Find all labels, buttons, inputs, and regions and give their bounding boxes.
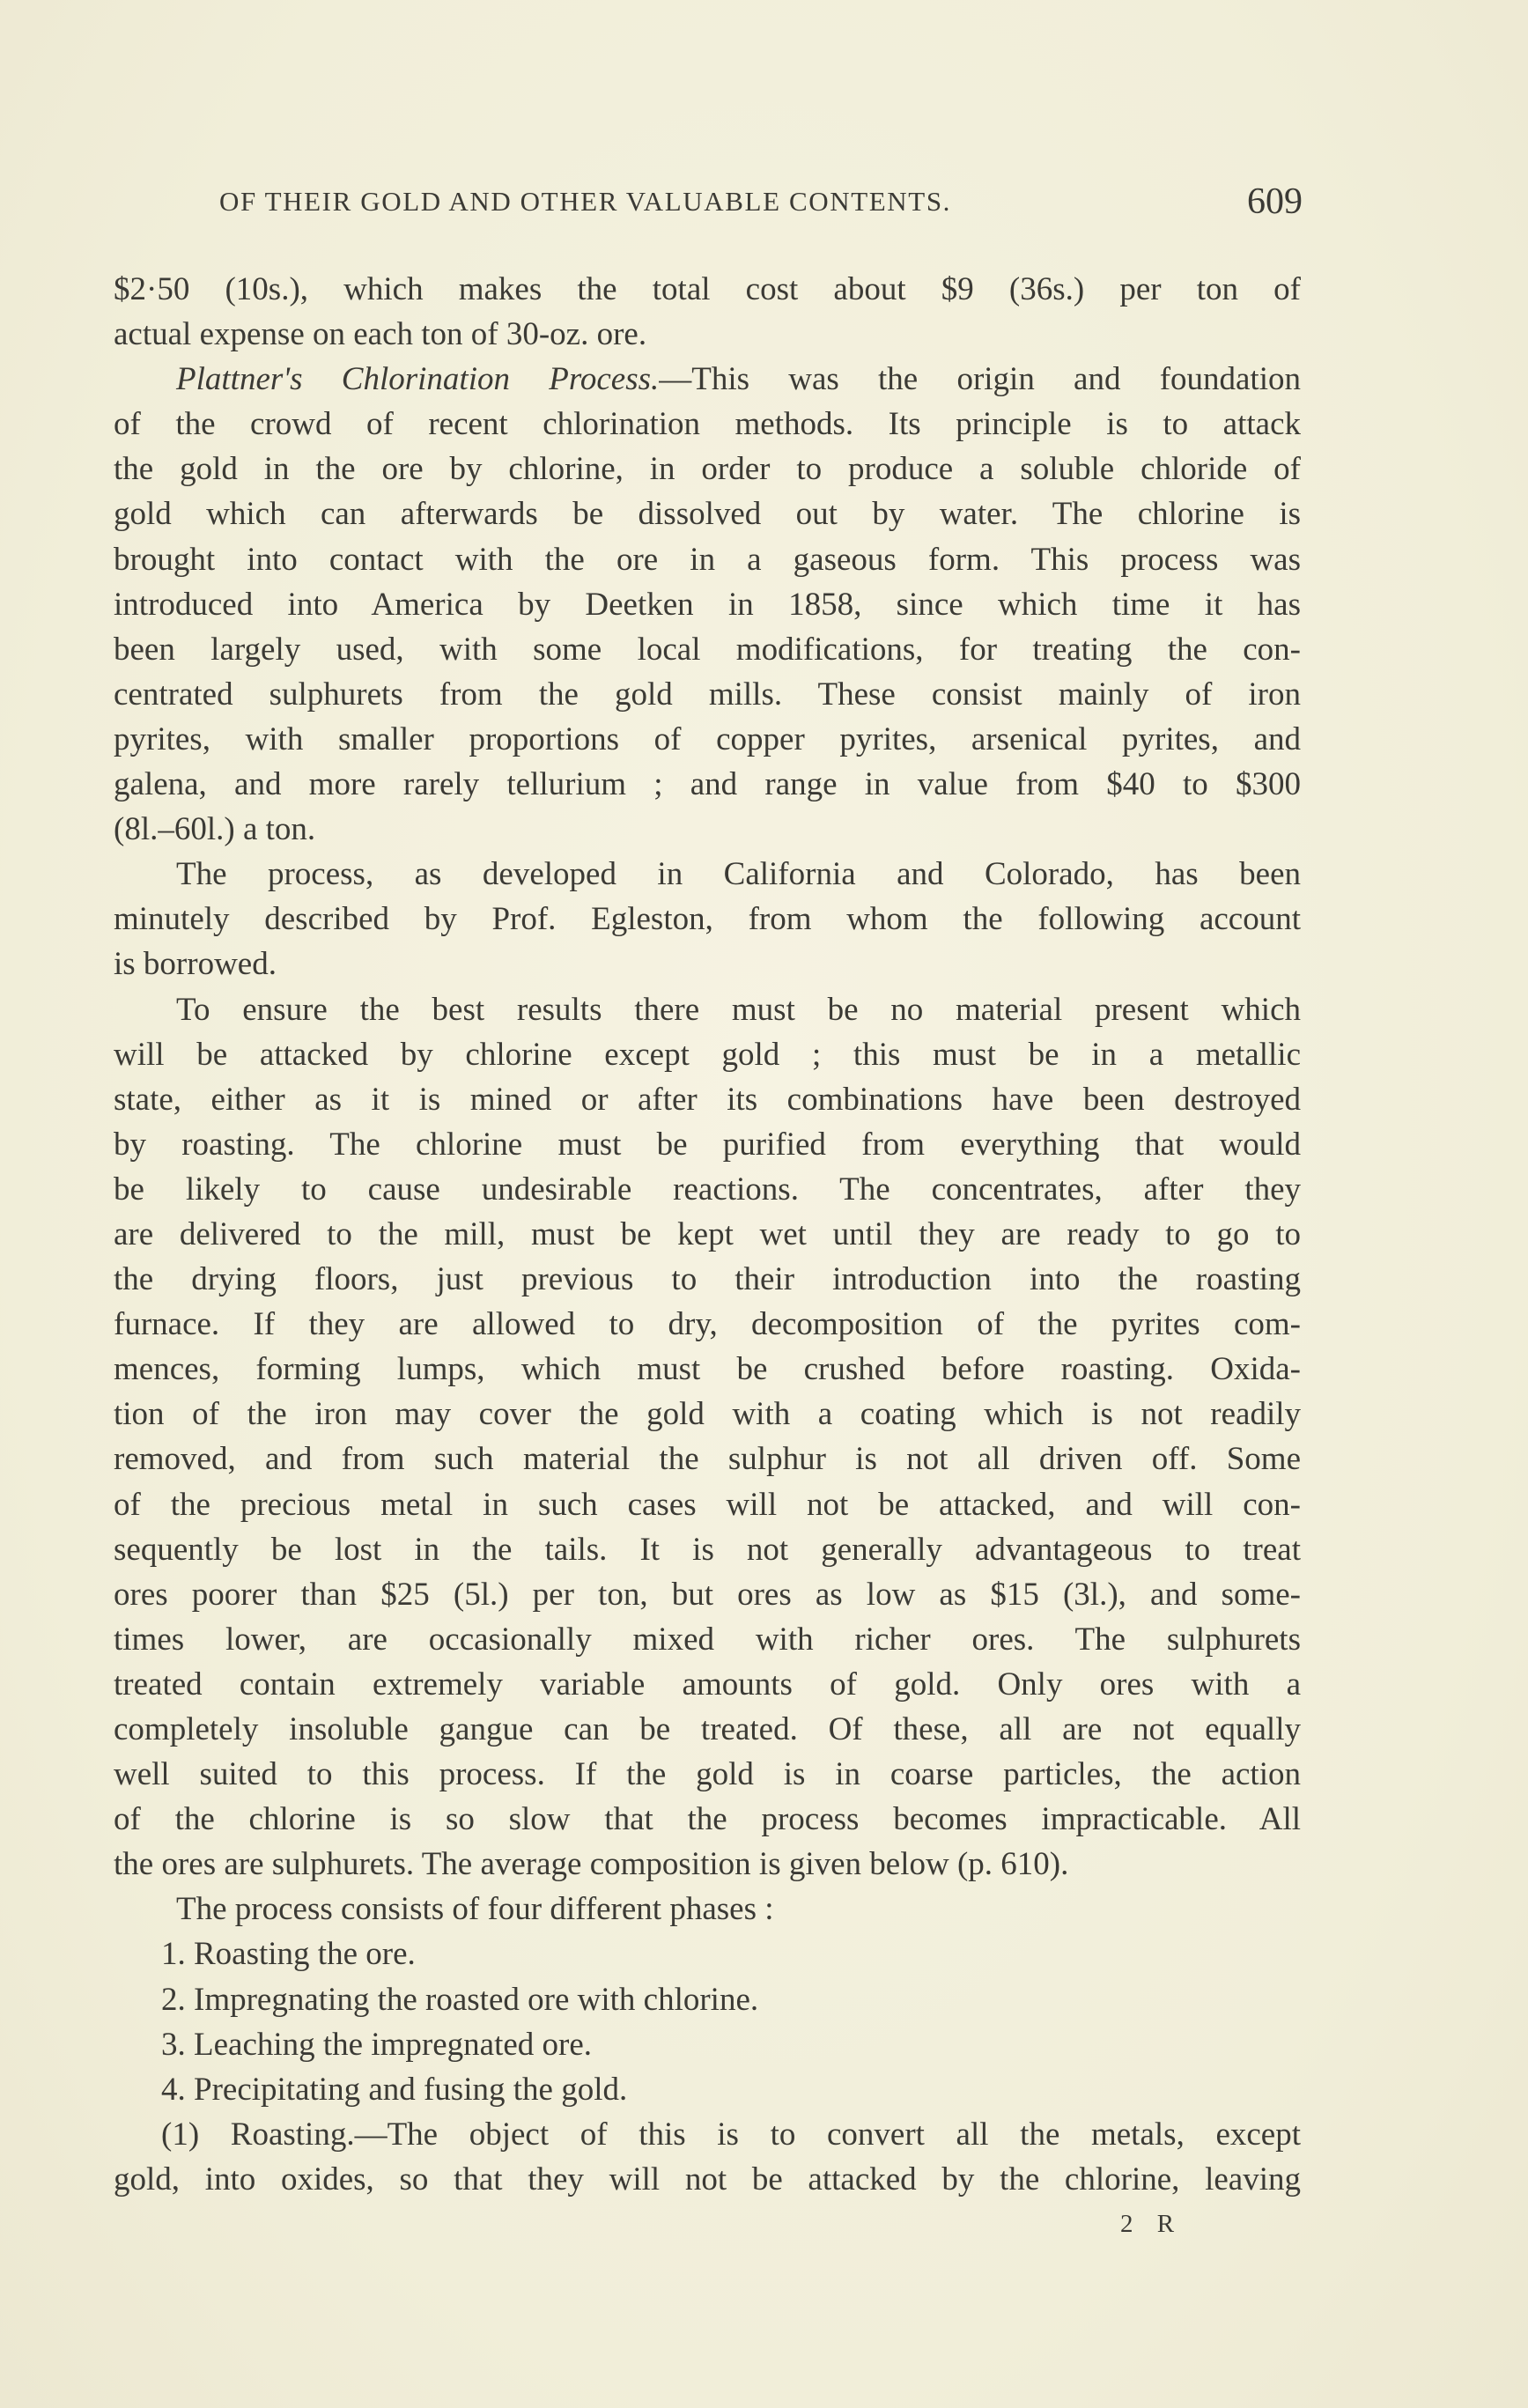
text-line <box>114 312 1301 357</box>
text-line-content: gold, into oxides, so that they will not be attacked by the chlorine, leaving <box>114 2161 1301 2197</box>
text-line <box>114 942 1301 986</box>
text-line <box>114 1122 1301 1167</box>
text-line <box>114 1527 1301 1572</box>
body-text <box>114 267 1301 2202</box>
text-line <box>114 1437 1301 1481</box>
text-line <box>114 357 1301 402</box>
text-line <box>114 402 1301 447</box>
text-line <box>114 267 1301 312</box>
text-line-content: 3. Leaching the impregnated ore. <box>161 2026 593 2063</box>
text-line <box>114 1077 1301 1122</box>
text-line <box>114 672 1301 717</box>
running-title: OF THEIR GOLD AND OTHER VALUABLE CONTENTS. <box>219 186 952 217</box>
text-line-content: ores poorer than $25 (5l.) per ton, but ores as low as $15 (3l.), and some- <box>114 1576 1301 1613</box>
signature-mark: 2 R <box>1120 2210 1184 2238</box>
text-line-content: —This was the origin and foundation <box>659 361 1301 398</box>
text-line <box>114 447 1301 491</box>
text-line-content: furnace. If they are allowed to dry, decomposition of the pyrites com- <box>114 1306 1301 1343</box>
text-line-content: are delivered to the mill, must be kept wet until they are ready to go to <box>114 1215 1301 1252</box>
text-line <box>114 987 1301 1032</box>
text-line-content: the drying floors, just previous to their introduction into the roasting <box>114 1261 1301 1298</box>
text-line-content: is borrowed. <box>114 946 277 983</box>
text-line <box>114 1482 1301 1527</box>
section-heading-italic: Plattner's Chlorination Process. <box>176 361 660 398</box>
text-line <box>114 1572 1301 1617</box>
text-line-content: of the crowd of recent chlorination methods. Its principle is to attack <box>114 406 1301 443</box>
text-line <box>114 537 1301 582</box>
text-line <box>114 2112 1301 2157</box>
text-line-content: removed, and from such material the sulphur is not all driven off. Some <box>114 1441 1301 1478</box>
text-line-content: 2. Impregnating the roasted ore with chlorine. <box>161 1981 759 2018</box>
text-line-content: To ensure the best results there must be no material present which <box>176 991 1301 1028</box>
text-line <box>114 1662 1301 1707</box>
text-line-content: The process consists of four different phases : <box>176 1891 774 1928</box>
page-number: 609 <box>1247 181 1303 222</box>
text-line <box>114 1707 1301 1752</box>
text-line <box>114 852 1301 897</box>
text-line <box>114 1302 1301 1347</box>
text-line-content: state, either as it is mined or after its combinations have been destroyed <box>114 1081 1301 1118</box>
text-line-content: actual expense on each ton of 30-oz. ore. <box>114 316 647 353</box>
text-line <box>114 1212 1301 1257</box>
text-line <box>114 2157 1301 2202</box>
text-line <box>114 1977 1301 2022</box>
text-line <box>114 1347 1301 1392</box>
text-line-content: pyrites, with smaller proportions of copper pyrites, arsenical pyrites, and <box>114 720 1301 757</box>
text-line <box>114 2022 1301 2067</box>
text-line <box>114 1032 1301 1077</box>
text-line <box>114 1887 1301 1932</box>
text-line <box>114 762 1301 807</box>
text-line <box>114 1392 1301 1437</box>
text-line <box>114 1932 1301 1976</box>
text-line-content: will be attacked by chlorine except gold ; this must be in a metallic <box>114 1036 1301 1073</box>
text-line-content: centrated sulphurets from the gold mills. These consist mainly of iron <box>114 676 1301 713</box>
text-line <box>114 627 1301 672</box>
text-line-content: galena, and more rarely tellurium ; and range in value from $40 to $300 <box>114 766 1301 803</box>
text-line-content: sequently be lost in the tails. It is not generally advantageous to treat <box>114 1531 1301 1568</box>
text-line-content: (8l.–60l.) a ton. <box>114 811 316 848</box>
text-line-content: brought into contact with the ore in a gaseous form. This process was <box>114 541 1301 578</box>
text-line <box>114 807 1301 852</box>
text-line-content: times lower, are occasionally mixed with richer ores. The sulphurets <box>114 1621 1301 1658</box>
text-line-content: be likely to cause undesirable reactions. The concentrates, after they <box>114 1171 1301 1208</box>
text-line-content: 4. Precipitating and fusing the gold. <box>161 2071 628 2108</box>
text-line <box>114 897 1301 942</box>
text-line-content: the ores are sulphurets. The average composition is given below (p. 610). <box>114 1846 1069 1883</box>
text-line-content: been largely used, with some local modifications, for treating the con- <box>114 631 1301 668</box>
text-line-content: (1) Roasting.—The object of this is to convert all the metals, except <box>161 2116 1301 2153</box>
text-line-content: the gold in the ore by chlorine, in order to produce a soluble chloride of <box>114 451 1301 488</box>
text-line-content: treated contain extremely variable amounts of gold. Only ores with a <box>114 1666 1301 1703</box>
text-line-content: 1. Roasting the ore. <box>161 1936 416 1973</box>
text-line-content: by roasting. The chlorine must be purified from everything that would <box>114 1126 1301 1163</box>
text-line <box>114 582 1301 627</box>
text-line <box>114 491 1301 536</box>
text-line <box>114 1167 1301 1212</box>
text-line <box>114 1617 1301 1662</box>
text-line-content: of the chlorine is so slow that the process becomes impracticable. All <box>114 1801 1301 1838</box>
text-line-content: introduced into America by Deetken in 1858, since which time it has <box>114 586 1301 623</box>
text-line <box>114 717 1301 762</box>
text-line-content: gold which can afterwards be dissolved out by water. The chlorine is <box>114 496 1301 533</box>
text-line-content: of the precious metal in such cases will not be attacked, and will con- <box>114 1486 1301 1523</box>
text-line <box>114 1752 1301 1797</box>
text-line-content: $2·50 (10s.), which makes the total cost about $9 (36s.) per ton of <box>114 271 1301 307</box>
text-line <box>114 1797 1301 1842</box>
text-line-content: tion of the iron may cover the gold with a coating which is not readily <box>114 1396 1301 1433</box>
text-line-content: completely insoluble gangue can be treated. Of these, all are not equally <box>114 1711 1301 1747</box>
text-line <box>114 1842 1301 1887</box>
text-line-content: mences, forming lumps, which must be crushed before roasting. Oxida- <box>114 1351 1301 1388</box>
text-line-content: The process, as developed in California and Colorado, has been <box>176 856 1301 893</box>
running-head <box>219 181 1303 221</box>
text-line <box>114 2067 1301 2112</box>
text-line-content: minutely described by Prof. Egleston, from whom the following account <box>114 901 1301 938</box>
text-line-content: well suited to this process. If the gold is in coarse particles, the action <box>114 1756 1301 1793</box>
text-line <box>114 1257 1301 1302</box>
